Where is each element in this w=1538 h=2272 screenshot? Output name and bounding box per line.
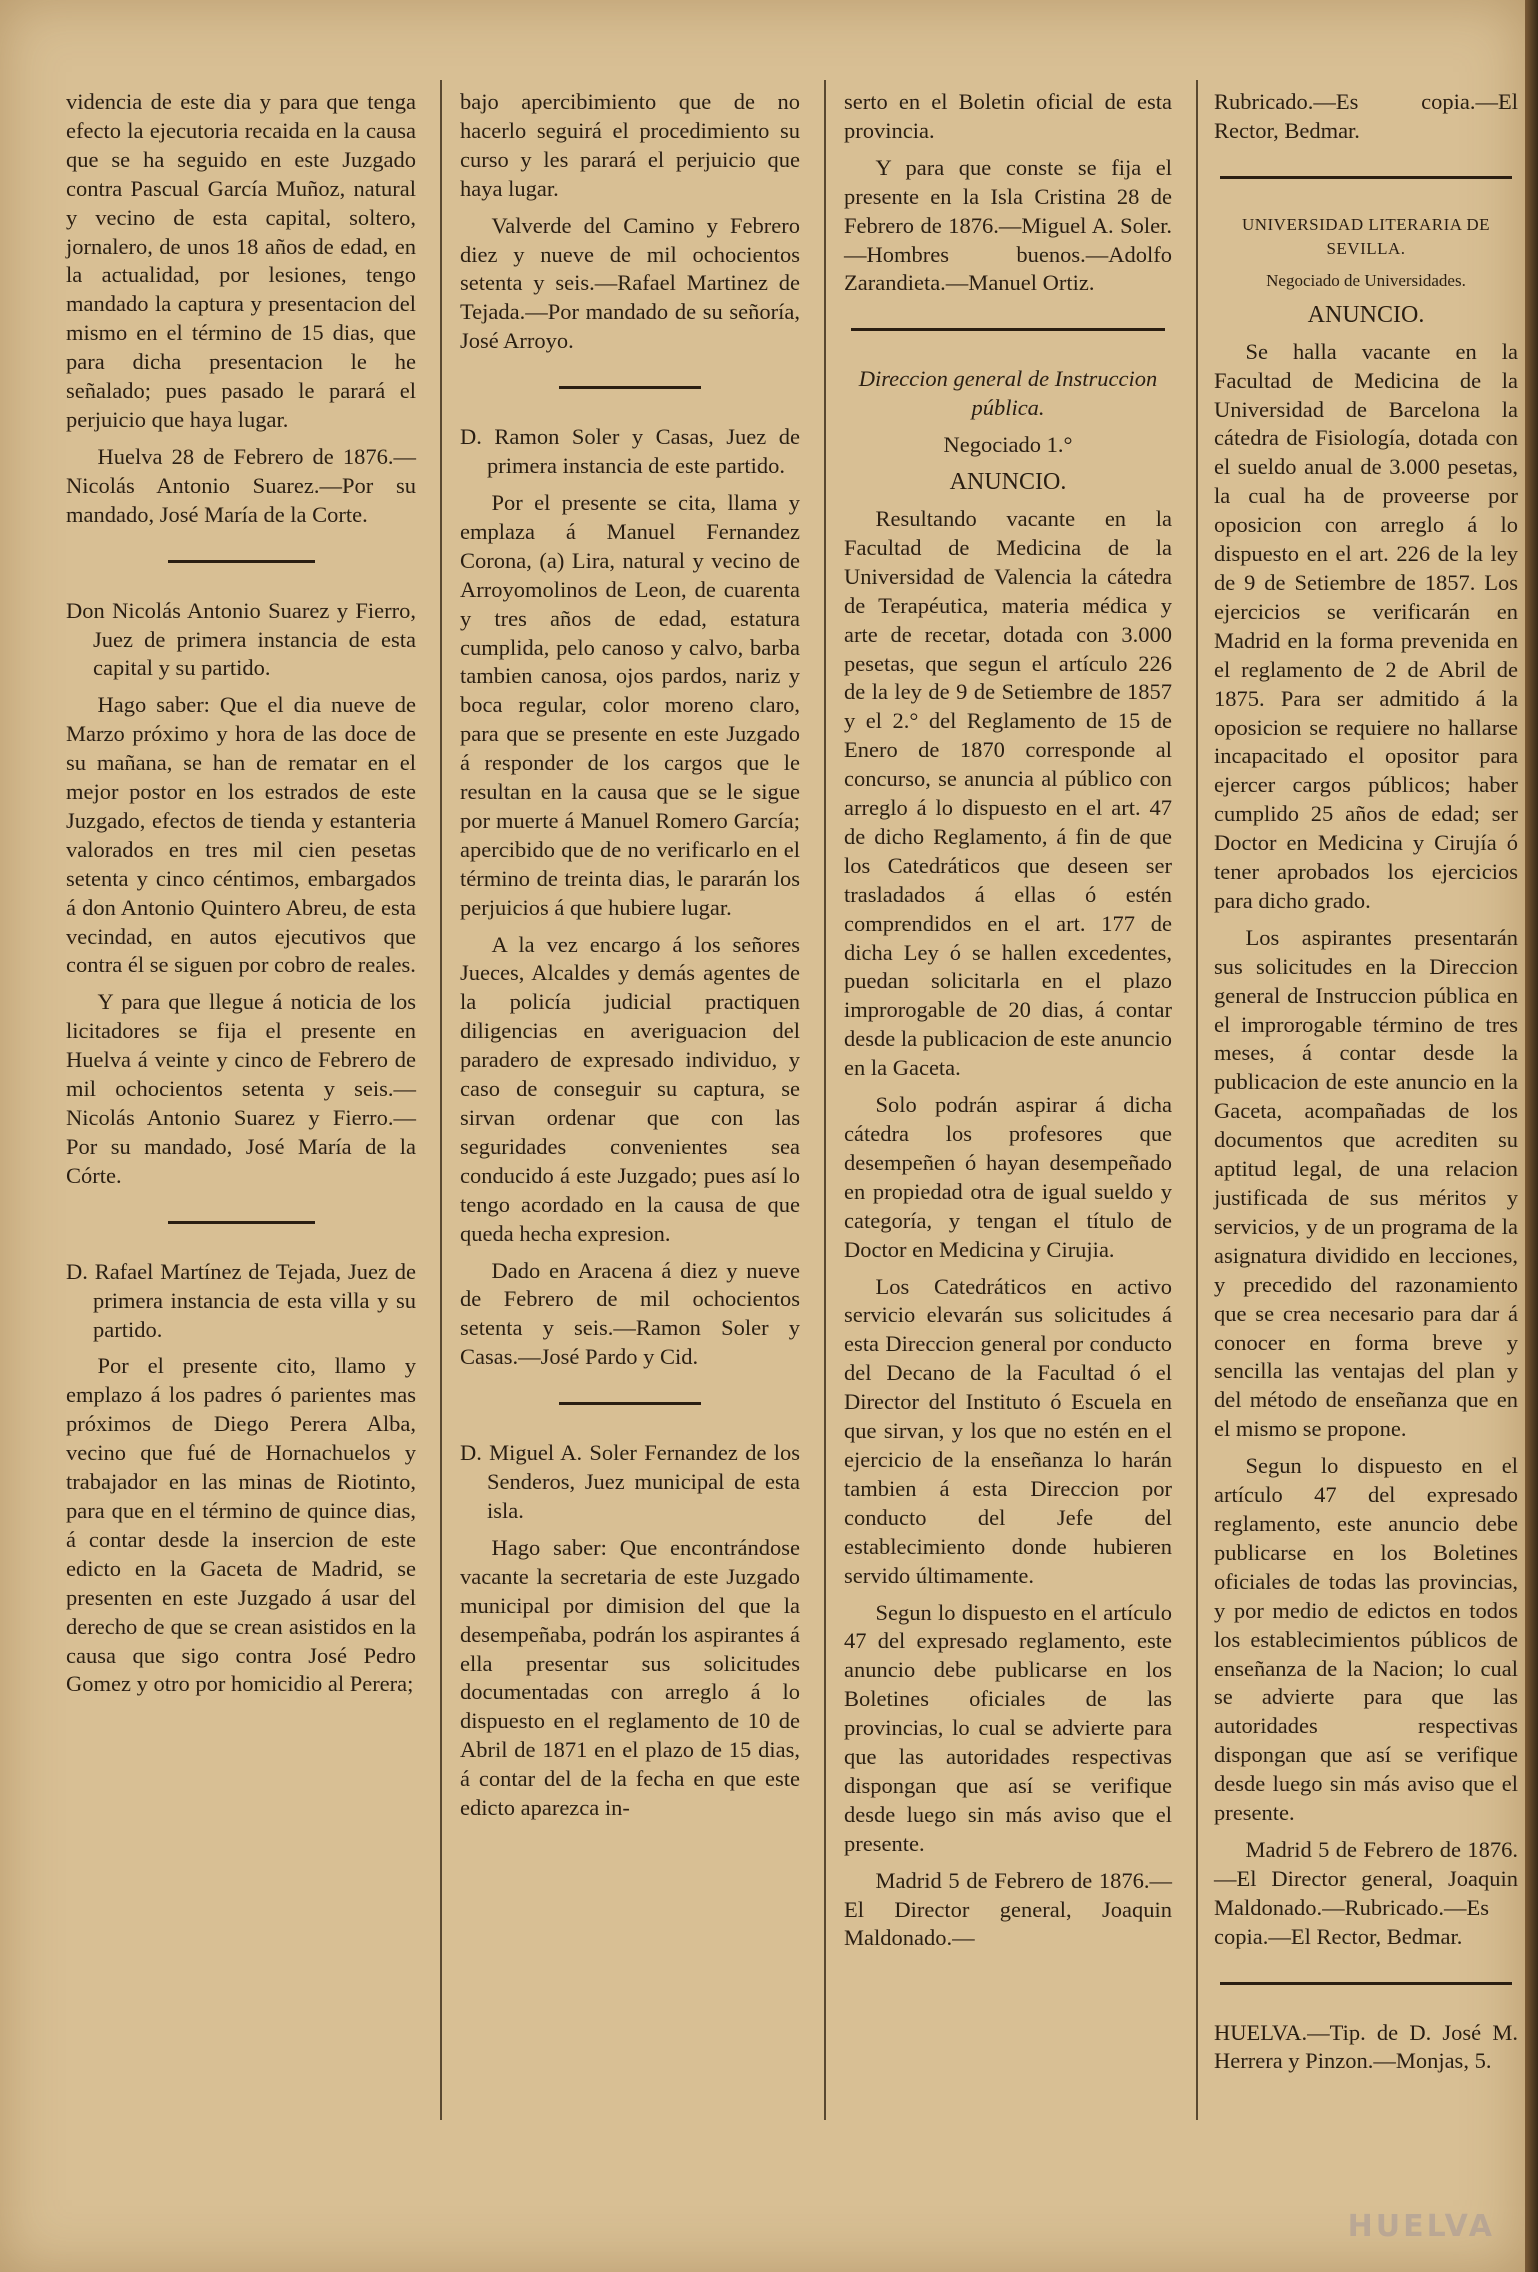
negociado-label: Negociado 1.° (943, 432, 1073, 458)
paragraph: Se halla vacante en la Facultad de Medicina de la Universidad de Barcelona la cátedra de Fisiología, dotada con el sueldo anual de 3.000 pesetas, la cual ha de proveerse por oposicion con arreglo á lo dispuesto en el art. 226 de la ley de 9 de Setiembre de 1857. Los ejercicios se verificarán en Madrid en la forma prevenida en el reglamento de 2 de Abril de 1875. Para ser admitido á la oposicion se requiere no hallarse incapacitado el opositor para ejercer cargos públicos; haber cumplido 25 años de edad; ser Doctor en Medicina y Cirujía ó tener aprobados los ejercicios para dicho grado. (1214, 338, 1518, 913)
section-divider (1220, 176, 1512, 179)
signature: Madrid 5 de Febrero de 1876.—El Director general, Joaquin Maldonado.—Rubricado.—Es copia.—El Rector, Bedmar. (1214, 1836, 1518, 1949)
printer-imprint: HUELVA.—Tip. de D. José M. Herrera y Pinzon.—Monjas, 5. (1214, 2019, 1518, 2074)
negociado-label: Negociado de Universidades. (1266, 270, 1466, 290)
section-title: Direccion general de Instruccion pública. (858, 366, 1158, 421)
column-rule (824, 80, 826, 2120)
paragraph: Segun lo dispuesto en el artículo 47 del expresado reglamento, este anuncio debe publicarse en los Boletines oficiales de las provincias, lo cual se advierte para que las autoridades respectivas dispongan que así se verifique desde luego sin más aviso que el presente. (844, 1599, 1172, 1856)
edict-heading: Don Nicolás Antonio Suarez y Fierro, Juez de primera instancia de esta capital y su partido. (66, 597, 416, 681)
signature: Y para que conste se fija el presente en la Isla Cristina 28 de Febrero de 1876.—Miguel A. Soler.—Hombres buenos.—Adolfo Zarandieta.—Manuel Ortiz. (844, 154, 1172, 296)
column-rule (1196, 80, 1198, 2120)
signature: Dado en Aracena á diez y nueve de Febrero de mil ochocientos setenta y seis.—Ramon Soler y Casas.—José Pardo y Cid. (460, 1257, 800, 1370)
signature: Rubricado.—Es copia.—El Rector, Bedmar. (1214, 89, 1518, 143)
column-2 (460, 88, 800, 1831)
column-rule (440, 80, 442, 2120)
paragraph: Los aspirantes presentarán sus solicitudes en la Direccion general de Instruccion pública en el improrogable término de tres meses, á contar desde la publicacion de este anuncio en la Gaceta, acompañadas de los documentos que acrediten su aptitud legal, de una relacion justificada de sus méritos y servicios, y de un programa de la asignatura dividido en lecciones, y precedido del razonamiento que se crea necesario para dar á conocer en forma breve y sencilla las ventajas del plan y del método de enseñanza que en el mismo se propone. (1214, 924, 1518, 1442)
paragraph: Y para que llegue á noticia de los licitadores se fija el presente en Huelva á veinte y cinco de Febrero de mil ochocientos setenta y seis.—Nicolás Antonio Suarez y Fierro.—Por su mandado, José María de la Córte. (66, 989, 416, 1188)
section-divider (559, 386, 702, 389)
signature: Huelva 28 de Febrero de 1876.—Nicolás Antonio Suarez.—Por su mandado, José María de la Corte. (66, 443, 416, 527)
paragraph: Por el presente cito, llamo y emplazo á los padres ó parientes mas próximos de Diego Perera Alba, vecino que fué de Hornachuelos y trabajador en las minas de Riotinto, para que en el término de quince dias, á contar desde la insercion de este edicto en la Gaceta de Madrid, se presenten en este Juzgado á usar del derecho de que se crean asistidos en la causa que sigo contra José Pedro Gomez y otro por homicidio al Perera; (66, 1353, 416, 1697)
paragraph: Los Catedráticos en activo servicio elevarán sus solicitudes á esta Direccion general por conducto del Decano de la Facultad ó el Director del Instituto ó Escuela en que sirvan, y los que no estén en el ejercicio de la enseñanza lo harán tambien á esta Direccion por conducto del Jefe del establecimiento donde hubieren servido últimamente. (844, 1273, 1172, 1588)
paragraph: Solo podrán aspirar á dicha cátedra los profesores que desempeñen ó hayan desempeñado en propiedad otra de igual sueldo y categoría, y tengan el título de Doctor en Medicina y Cirujia. (844, 1092, 1172, 1262)
paragraph: Hago saber: Que el dia nueve de Marzo próximo y hora de las doce de su mañana, se han de rematar en el mejor postor en los estrados de este Juzgado, efectos de tienda y estanteria valorados en tres mil cien pesetas setenta y cinco céntimos, embargados á don Antonio Quintero Abreu, de esta vecindad, en autos ejecutivos que contra él se siguen por cobro de reales. (66, 692, 416, 978)
paragraph: Hago saber: Que encontrándose vacante la secretaria de este Juzgado municipal por dimision del que la desempeñaba, podrán los aspirantes á ella presentar sus solicitudes documentadas con arreglo á lo dispuesto en el reglamento de 10 de Abril de 1871 en el plazo de 15 dias, á contar del de la fecha en que este edicto aparezca in- (460, 1534, 800, 1821)
column-1 (66, 88, 416, 1707)
section-divider (1220, 1982, 1512, 1985)
signature: Madrid 5 de Febrero de 1876.—El Director general, Joaquin Maldonado.— (844, 1867, 1172, 1951)
section-divider (168, 560, 315, 563)
anuncio-heading: ANUNCIO. (949, 469, 1067, 496)
edict-heading: D. Miguel A. Soler Fernandez de los Senderos, Juez municipal de esta isla. (460, 1440, 800, 1523)
paragraph: videncia de este dia y para que tenga efecto la ejecutoria recaida en la causa que se ha seguido en este Juzgado contra Pascual García Muñoz, natural y vecino de esta capital, soltero, jornalero, de unos 18 años de edad, en la actualidad, por lesiones, tengo mandado la captura y presentacion del mismo en el término de 15 dias, que para dicha presentacion le he señalado; pues pasado le parará el perjuicio que haya lugar. (66, 89, 416, 432)
paragraph: serto en el Boletin oficial de esta provincia. (844, 89, 1172, 143)
anuncio-heading: ANUNCIO. (1307, 301, 1425, 328)
column-3 (844, 88, 1172, 1961)
library-watermark: HUELVA (1347, 2209, 1495, 2244)
paragraph: Resultando vacante en la Facultad de Medicina de la Universidad de Valencia la cátedra de Terapéutica, materia médica y arte de recetar, dotada con 3.000 pesetas, que segun el artículo 226 de la ley de 9 de Setiembre de 1857 y el 2.° del Reglamento de 15 de Enero de 1870 corresponde al concurso, se anuncia al público con arreglo á lo dispuesto en el art. 47 de dicho Reglamento, á fin de que los Catedráticos que deseen ser trasladados á ellas ó estén comprendidos en el art. 177 de dicha Ley ó se hallen excedentes, puedan solicitarla en el plazo improrogable de 20 dias, á contar desde la publicacion de este anuncio en la Gaceta. (844, 505, 1172, 1081)
edict-heading: D. Rafael Martínez de Tejada, Juez de primera instancia de esta villa y su partido. (66, 1258, 416, 1342)
section-divider (559, 1402, 702, 1405)
paragraph: Por el presente se cita, llama y emplaza á Manuel Fernandez Corona, (a) Lira, natural y vecino de Arroyomolinos de Leon, de cuarenta y tres años de edad, estatura cumplida, pelo canoso y calvo, barba tambien canosa, ojos pardos, nariz y boca regular, color moreno claro, para que se presente en este Juzgado á responder de los cargos que le resultan en la causa que se le sigue por muerte á Manuel Romero García; apercibido que de no verificarlo en el término de treinta dias, le pararán los perjuicios á que hubiere lugar. (460, 489, 800, 920)
section-divider (168, 1221, 315, 1224)
page-edge (1525, 0, 1538, 2272)
paragraph: bajo apercibimiento que de no hacerlo seguirá el procedimiento su curso y les parará el perjuicio que haya lugar. (460, 89, 800, 201)
edict-heading: D. Ramon Soler y Casas, Juez de primera instancia de este partido. (460, 424, 800, 479)
paragraph: A la vez encargo á los señores Jueces, Alcaldes y demás agentes de la policía judicial practiquen diligencias en averiguacion del paradero de expresado individuo, y caso de conseguir su captura, se sirvan ordenar que con las seguridades convenientes sea conducido á este Juzgado; pues así lo tengo acordado en la causa de que queda hecha expresion. (460, 931, 800, 1246)
signature: Valverde del Camino y Febrero diez y nueve de mil ochocientos setenta y seis.—Rafael Martinez de Tejada.—Por mandado de su señoría, José Arroyo. (460, 212, 800, 354)
paragraph: Segun lo dispuesto en el artículo 47 del expresado reglamento, este anuncio debe publicarse en los Boletines oficiales de todas las provincias, y por medio de edictos en todos los establecimientos públicos de enseñanza de la Nacion; lo cual se advierte para que las autoridades respectivas dispongan que así se verifique desde luego sin más aviso que el presente. (1214, 1453, 1518, 1826)
column-4 (1214, 88, 1518, 2084)
institution-heading: UNIVERSIDAD LITERARIA DE SEVILLA. (1241, 214, 1491, 258)
section-divider (851, 328, 1166, 331)
